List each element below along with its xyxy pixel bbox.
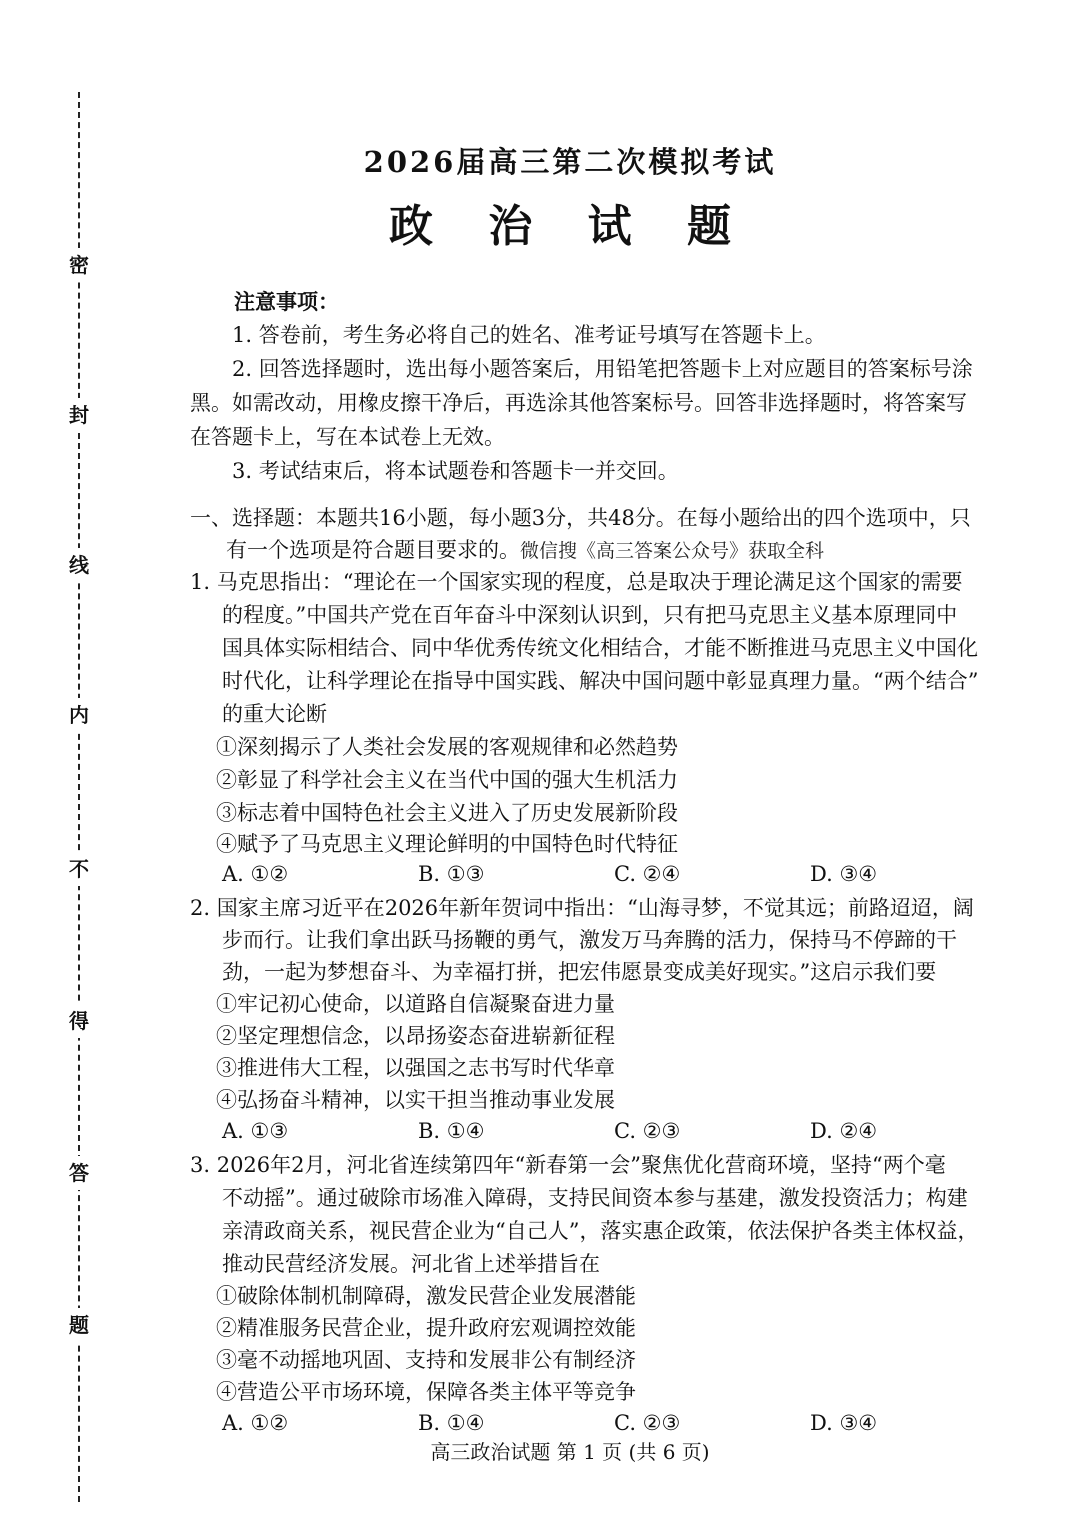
section-heading-text: 有一个选项是符合题目要求的。 [226,538,520,562]
notes-heading: 注意事项： [234,290,339,314]
q1-option-a: A. ①② [222,862,289,886]
seal-char-mi: 密 [62,248,96,282]
page-footer: 高三政治试题 第 1 页 (共 6 页) [430,1440,710,1464]
q1-line-2: 的程度。”中国共产党在百年奋斗中深刻认识到，只有把马克思主义基本原理同中 [222,603,958,627]
note-2-line-1: 2. 回答选择题时，选出每小题答案后，用铅笔把答题卡上对应题目的答案标号涂 [232,357,973,381]
q1-option-d: D. ③④ [810,862,878,886]
q1-item-4: ④赋予了马克思主义理论鲜明的中国特色时代特征 [216,832,678,856]
q1-line-4: 时代化，让科学理论在指导中国实践、解决中国问题中彰显真理力量。“两个结合” [222,669,979,693]
subject-title: 政 治 试 题 [389,201,751,252]
q3-option-d: D. ③④ [810,1411,878,1435]
q2-item-4: ④弘扬奋斗精神，以实干担当推动事业发展 [216,1088,615,1112]
q1-item-3: ③标志着中国特色社会主义进入了历史发展新阶段 [216,801,678,825]
q1-item-2: ②彰显了科学社会主义在当代中国的强大生机活力 [216,768,678,792]
exam-title: 2026届高三第二次模拟考试 [363,145,777,179]
q2-item-3: ③推进伟大工程，以强国之志书写时代华章 [216,1056,615,1080]
q3-item-3: ③毫不动摇地巩固、支持和发展非公有制经济 [216,1348,636,1372]
seal-char-xian: 线 [62,548,96,582]
q2-line-3: 劲，一起为梦想奋斗、为幸福打拼，把宏伟愿景变成美好现实。”这启示我们要 [222,960,937,984]
q1-line-5: 的重大论断 [222,702,327,726]
q1-option-b: B. ①③ [418,862,485,886]
q3-item-1: ①破除体制机制障碍，激发民营企业发展潜能 [216,1284,636,1308]
q2-option-c: C. ②③ [614,1119,681,1143]
q1-line-1: 1. 马克思指出：“理论在一个国家实现的程度，总是取决于理论满足这个国家的需要 [190,570,963,594]
q2-option-d: D. ②④ [810,1119,878,1143]
q3-option-c: C. ②③ [614,1411,681,1435]
seal-char-de: 得 [62,1004,96,1038]
q1-item-1: ①深刻揭示了人类社会发展的客观规律和必然趋势 [216,735,678,759]
q3-line-4: 推动民营经济发展。河北省上述举措旨在 [222,1252,600,1276]
note-2-line-2: 黑。如需改动，用橡皮擦干净后，再选涂其他答案标号。回答非选择题时，将答案写 [190,391,967,415]
q1-line-3: 国具体实际相结合、同中华优秀传统文化相结合，才能不断推进马克思主义中国化 [222,636,978,660]
q3-option-b: B. ①④ [418,1411,485,1435]
q3-line-3: 亲清政商关系，视民营企业为“自己人”，落实惠企政策，依法保护各类主体权益， [222,1219,979,1243]
q3-item-4: ④营造公平市场环境，保障各类主体平等竞争 [216,1380,636,1404]
q3-option-a: A. ①② [222,1411,289,1435]
q2-item-2: ②坚定理想信念，以昂扬姿态奋进崭新征程 [216,1024,615,1048]
q1-option-c: C. ②④ [614,862,681,886]
seal-char-da: 答 [62,1156,96,1190]
q3-line-1: 3. 2026年2月，河北省连续第四年“新春第一会”聚焦优化营商环境，坚持“两个毫 [190,1153,946,1177]
note-1: 1. 答卷前，考生务必将自己的姓名、准考证号填写在答题卡上。 [232,323,826,347]
seal-char-nei: 内 [62,698,96,732]
section-heading-line-1: 一、选择题：本题共16小题，每小题3分，共48分。在每小题给出的四个选项中，只 [190,506,971,530]
q2-line-2: 步而行。让我们拿出跃马扬鞭的勇气，激发万马奔腾的活力，保持马不停蹄的干 [222,928,957,952]
seal-char-ti: 题 [62,1308,96,1342]
q2-item-1: ①牢记初心使命，以道路自信凝聚奋进力量 [216,992,615,1016]
q3-item-2: ②精准服务民营企业，提升政府宏观调控效能 [216,1316,636,1340]
section-heading-line-2 [226,535,824,566]
q2-line-1: 2. 国家主席习近平在2026年新年贺词中指出：“山海寻梦，不觉其远；前路迢迢，阔 [190,896,974,920]
seal-char-feng: 封 [62,398,96,432]
seal-char-bu: 不 [62,852,96,886]
q2-option-a: A. ①③ [222,1119,289,1143]
promo-text: 微信搜《高三答案公众号》获取全科 [520,540,825,562]
q2-option-b: B. ①④ [418,1119,485,1143]
seal-dashed-line [78,92,80,1502]
note-3: 3. 考试结束后，将本试题卷和答题卡一并交回。 [232,459,679,483]
note-2-line-3: 在答题卡上，写在本试卷上无效。 [190,425,505,449]
q3-line-2: 不动摇”。通过破除市场准入障碍，支持民间资本参与基建，激发投资活力；构建 [222,1186,968,1210]
